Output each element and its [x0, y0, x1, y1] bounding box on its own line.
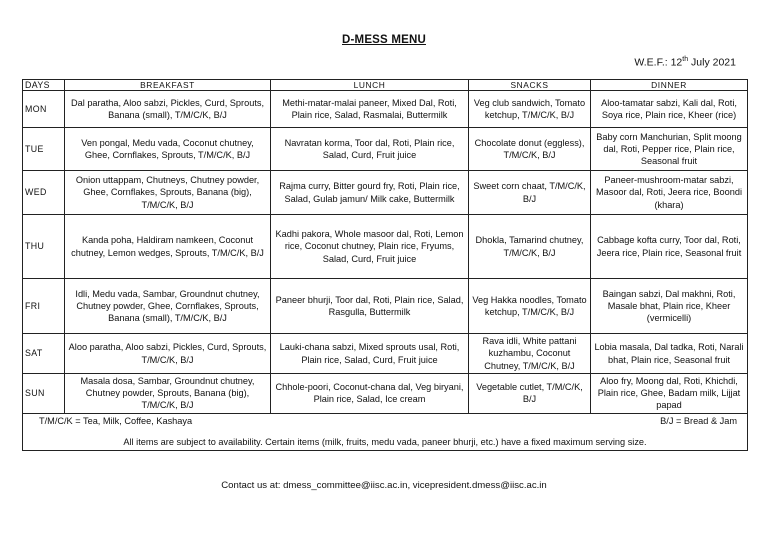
header-days: DAYS	[23, 80, 65, 91]
legend-beverages: T/M/C/K = Tea, Milk, Coffee, Kashaya	[39, 415, 193, 426]
header-snacks: SNACKS	[469, 80, 591, 91]
page-title: D-MESS MENU	[342, 34, 426, 46]
day-cell: THU	[23, 215, 65, 279]
legend-bread-jam: B/J = Bread & Jam	[660, 415, 737, 426]
table-row-mon	[23, 91, 748, 128]
breakfast-cell: Kanda poha, Haldiram namkeen, Coconut chutney, Lemon wedges, Sprouts, T/M/C/K, B/J	[65, 215, 271, 279]
table-row-fri	[23, 279, 748, 334]
day-cell: SAT	[23, 334, 65, 374]
day-cell: TUE	[23, 128, 65, 171]
breakfast-cell: Masala dosa, Sambar, Groundnut chutney, Chutney powder, Sprouts, Banana (big), T/M/C/K, B/J	[65, 374, 271, 414]
dinner-cell: Paneer-mushroom-matar sabzi, Masoor dal, Roti, Jeera rice, Boondi (khara)	[591, 171, 748, 215]
dinner-cell: Lobia masala, Dal tadka, Roti, Narali bhat, Plain rice, Seasonal fruit	[591, 334, 748, 374]
effective-date	[634, 56, 736, 69]
table-row-wed	[23, 171, 748, 215]
dinner-cell: Cabbage kofta curry, Toor dal, Roti, Jeera rice, Plain rice, Seasonal fruit	[591, 215, 748, 279]
header-row	[23, 80, 748, 91]
footer-row	[23, 413, 748, 450]
snacks-cell: Dhokla, Tamarind chutney, T/M/C/K, B/J	[469, 215, 591, 279]
snacks-cell: Vegetable cutlet, T/M/C/K, B/J	[469, 374, 591, 414]
contact-line: Contact us at: dmess_committee@iisc.ac.in, vicepresident.dmess@iisc.ac.in	[221, 480, 547, 491]
effective-date-prefix: W.E.F.: 12	[634, 56, 683, 69]
header-breakfast: BREAKFAST	[65, 80, 271, 91]
snacks-cell: Chocolate donut (eggless), T/M/C/K, B/J	[469, 128, 591, 171]
header-dinner: DINNER	[591, 80, 748, 91]
lunch-cell: Chhole-poori, Coconut-chana dal, Veg biryani, Plain rice, Salad, Ice cream	[271, 374, 469, 414]
snacks-cell: Veg Hakka noodles, Tomato ketchup, T/M/C/K, B/J	[469, 279, 591, 334]
snacks-cell: Rava idli, White pattani kuzhambu, Coconut Chutney, T/M/C/K, B/J	[469, 334, 591, 374]
lunch-cell: Navratan korma, Toor dal, Roti, Plain rice, Salad, Curd, Fruit juice	[271, 128, 469, 171]
day-cell: SUN	[23, 374, 65, 414]
day-cell: WED	[23, 171, 65, 215]
table-row-sat	[23, 334, 748, 374]
header-lunch: LUNCH	[271, 80, 469, 91]
lunch-cell: Rajma curry, Bitter gourd fry, Roti, Plain rice, Salad, Gulab jamun/ Milk cake, Buttermilk	[271, 171, 469, 215]
lunch-cell: Paneer bhurji, Toor dal, Roti, Plain rice, Salad, Rasgulla, Buttermilk	[271, 279, 469, 334]
menu-table	[22, 79, 748, 451]
effective-date-month-year: July 2021	[688, 56, 736, 69]
footer-cell	[23, 413, 748, 450]
lunch-cell: Kadhi pakora, Whole masoor dal, Roti, Lemon rice, Coconut chutney, Plain rice, Fryums, Salad, Curd, Fruit juice	[271, 215, 469, 279]
table-row-tue	[23, 128, 748, 171]
lunch-cell: Methi-matar-malai paneer, Mixed Dal, Roti, Plain rice, Salad, Rasmalai, Buttermilk	[271, 91, 469, 128]
dinner-cell: Aloo fry, Moong dal, Roti, Khichdi, Plain rice, Ghee, Badam milk, Lijjat papad	[591, 374, 748, 414]
breakfast-cell: Onion uttappam, Chutneys, Chutney powder, Ghee, Cornflakes, Sprouts, Banana (big), T/M/C/K, B/J	[65, 171, 271, 215]
lunch-cell: Lauki-chana sabzi, Mixed sprouts usal, Roti, Plain rice, Salad, Curd, Fruit juice	[271, 334, 469, 374]
breakfast-cell: Idli, Medu vada, Sambar, Groundnut chutney, Chutney powder, Ghee, Cornflakes, Sprouts, Banana (small), T/M/C/K, B/J	[65, 279, 271, 334]
breakfast-cell: Dal paratha, Aloo sabzi, Pickles, Curd, Sprouts, Banana (small), T/M/C/K, B/J	[65, 91, 271, 128]
breakfast-cell: Aloo paratha, Aloo sabzi, Pickles, Curd, Sprouts, T/M/C/K, B/J	[65, 334, 271, 374]
table-row-sun	[23, 374, 748, 414]
breakfast-cell: Ven pongal, Medu vada, Coconut chutney, Ghee, Cornflakes, Sprouts, T/M/C/K, B/J	[65, 128, 271, 171]
snacks-cell: Veg club sandwich, Tomato ketchup, T/M/C/K, B/J	[469, 91, 591, 128]
day-cell: MON	[23, 91, 65, 128]
effective-date-suffix-th: th	[682, 56, 689, 63]
table-row-thu	[23, 215, 748, 279]
dinner-cell: Baby corn Manchurian, Split moong dal, Roti, Pepper rice, Plain rice, Seasonal fruit	[591, 128, 748, 171]
snacks-cell: Sweet corn chaat, T/M/C/K, B/J	[469, 171, 591, 215]
dinner-cell: Baingan sabzi, Dal makhni, Roti, Masale bhat, Plain rice, Kheer (vermicelli)	[591, 279, 748, 334]
day-cell: FRI	[23, 279, 65, 334]
availability-notice: All items are subject to availability. Certain items (milk, fruits, medu vada, paneer bhurji, etc.) have a fixed maximum serving size.	[123, 436, 647, 447]
dinner-cell: Aloo-tamatar sabzi, Kali dal, Roti, Soya rice, Plain rice, Kheer (rice)	[591, 91, 748, 128]
